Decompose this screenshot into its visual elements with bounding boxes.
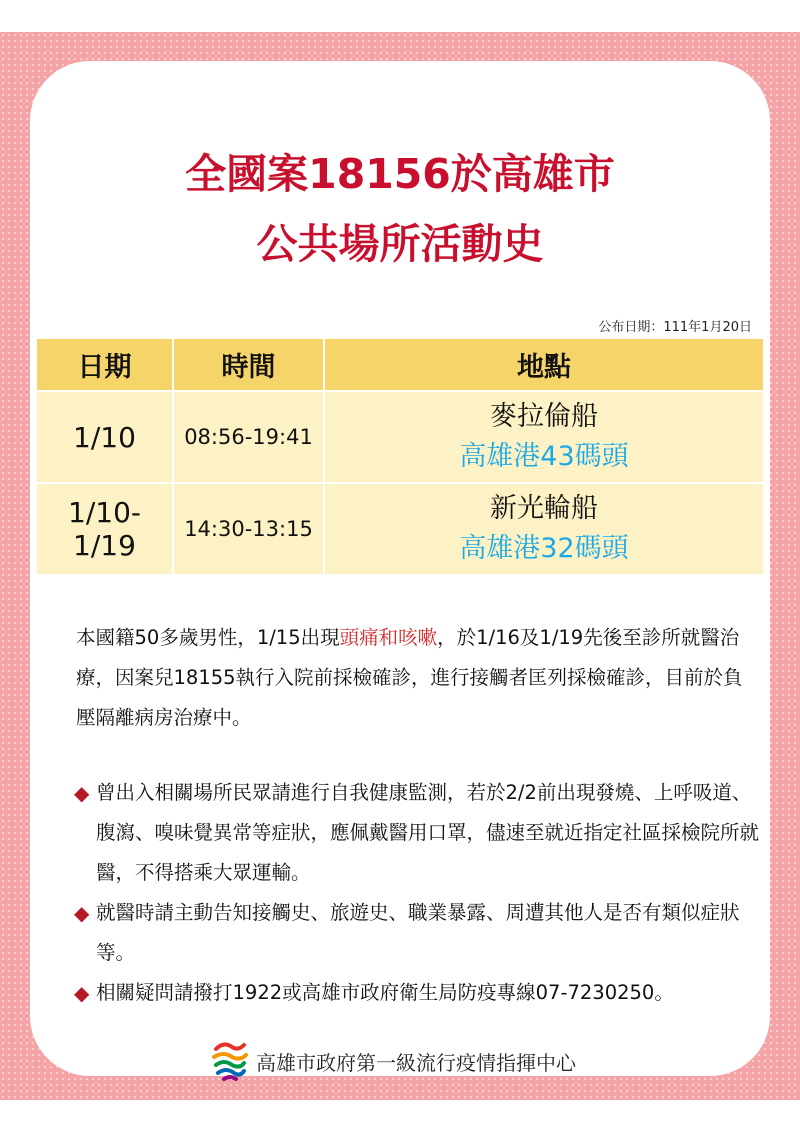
header-location: 地點 [324, 339, 763, 391]
notice-card [30, 61, 770, 1076]
notice-text: 曾出入相關場所民眾請進行自我健康監測，若於2/2前出現發燒、上呼吸道、腹瀉、嗅味覺異常等症狀，應佩戴醫用口罩，儘速至就近指定社區採檢院所就醫，不得搭乘大眾運輸。 [96, 781, 760, 884]
list-item [74, 773, 764, 893]
venue-name: 麥拉倫船 [490, 401, 598, 432]
case-text-after: ，於1/16及1/19先後至診所就醫治療，因案兒18155執行入院前採檢確診，進行接觸者匡列採檢確診，目前於負壓隔離病房治療中。 [76, 626, 743, 729]
table-header-row [37, 339, 763, 391]
organization-name: 高雄市政府第一級流行疫情指揮中心 [256, 1051, 576, 1075]
diamond-bullet-icon: ◆ [74, 901, 90, 925]
list-item [74, 893, 764, 973]
list-item [74, 973, 764, 1013]
title-line-1: 全國案18156於高雄市 [185, 150, 615, 198]
venue-name: 新光輪船 [490, 493, 598, 524]
table-row [37, 483, 763, 575]
footer [210, 1039, 650, 1083]
diamond-bullet-icon: ◆ [74, 981, 90, 1005]
notice-text: 相關疑問請撥打1922或高雄市政府衛生局防疫專線07-7230250。 [96, 981, 674, 1004]
poster-background [0, 32, 800, 1100]
row-location [324, 391, 763, 483]
row-date: 1/10-1/19 [37, 483, 173, 575]
activity-table [37, 339, 763, 576]
row-date: 1/10 [37, 391, 173, 483]
publish-date: 公布日期：111年1月20日 [598, 320, 752, 335]
case-description [76, 618, 746, 738]
header-date: 日期 [37, 339, 173, 391]
pier-name: 高雄港32碼頭 [459, 533, 629, 564]
title-line-2: 公共場所活動史 [256, 220, 544, 268]
pier-name: 高雄港43碼頭 [459, 441, 629, 472]
case-text-before: 本國籍50多歲男性，1/15出現 [76, 626, 340, 649]
diamond-bullet-icon: ◆ [74, 781, 90, 805]
table-row [37, 391, 763, 483]
kaohsiung-city-logo-icon [210, 1039, 250, 1083]
row-time: 08:56-19:41 [173, 391, 324, 483]
row-time: 14:30-13:15 [173, 483, 324, 575]
notice-text: 就醫時請主動告知接觸史、旅遊史、職業暴露、周遭其他人是否有類似症狀等。 [96, 901, 740, 964]
notice-list [74, 773, 764, 1013]
row-location [324, 483, 763, 575]
case-symptoms-highlight: 頭痛和咳嗽 [339, 626, 438, 649]
header-time: 時間 [173, 339, 324, 391]
